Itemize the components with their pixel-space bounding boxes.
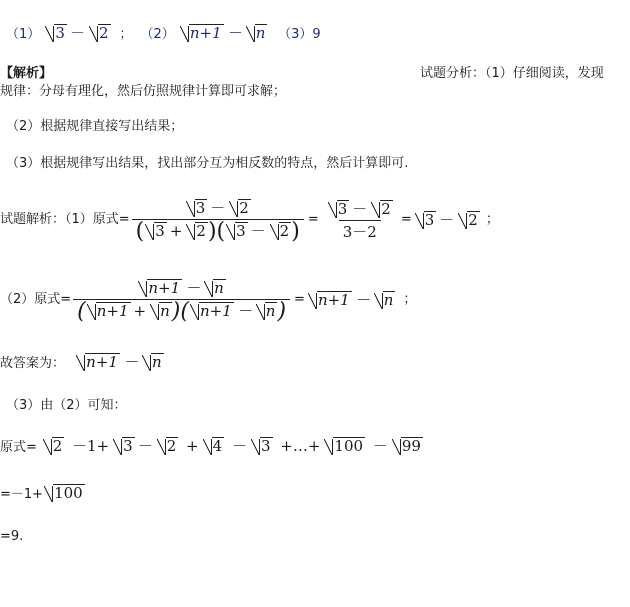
solution-p3-label: （3）由（2）可知： — [6, 398, 127, 413]
sum-expression: 原式= 2 －1+ 3 － 2 + 4 － 3 +…+ 100 － 99 — [0, 437, 421, 455]
answer-2-expr: n+1 － n — [179, 24, 272, 42]
analysis-line-2: （2）根据规律直接写出结果； — [6, 119, 184, 134]
answers-line — [6, 24, 321, 44]
analysis-right-intro: 试题分析：（1）仔细阅读，发现 — [420, 66, 604, 81]
final-result: =9. — [0, 529, 24, 544]
solution-part-2: （2）原式= $\frac{n+1 - n}{( n+1 + n)( n+1 - n)}$ = n+1 － n ； — [0, 279, 417, 324]
solution-p2-label: （2）原式= — [0, 292, 72, 307]
fraction-2: $\frac{3 - 2}{3-2}$ — [323, 200, 397, 241]
solution-intro: 试题解析：（1）原式= — [0, 212, 130, 227]
analysis-line-3: （3）根据规律写出结果，找出部分互为相反数的特点，然后计算即可. — [6, 156, 409, 171]
answer-3: （3）9 — [278, 27, 321, 42]
answer-2-label: （2） — [140, 27, 175, 42]
sqrt-symbol: 2 — [89, 24, 111, 42]
answer-1-expr: 3 － 2 — [44, 24, 115, 42]
solution-part-1: 试题解析：（1）原式= $\frac{3 - 2}{( 3 + 2)( 3 - 2)}$ = $\frac{3 - 2}{3-2}$ = 3 － 2 ； — [0, 199, 499, 244]
sum-label: 原式= — [0, 440, 37, 455]
answer-label: 故答案为： — [0, 356, 66, 371]
answer-separator: ； — [119, 27, 133, 42]
fraction-3: $\frac{n+1 - n}{( n+1 + n)( n+1 - n)}$ — [73, 279, 290, 321]
analysis-line-1: 规律：分母有理化，然后仿照规律计算即可求解； — [0, 84, 287, 99]
answer-summary: 故答案为： n+1 － n — [0, 353, 162, 371]
step-2: =－1+ 100 — [0, 484, 83, 502]
answer-1-label: （1） — [6, 27, 41, 42]
fraction-1: $\frac{3 - 2}{( 3 + 2)( 3 - 2)}$ — [132, 199, 304, 241]
sqrt-symbol: 3 — [45, 24, 67, 42]
analysis-title: 【解析】 — [0, 66, 53, 81]
